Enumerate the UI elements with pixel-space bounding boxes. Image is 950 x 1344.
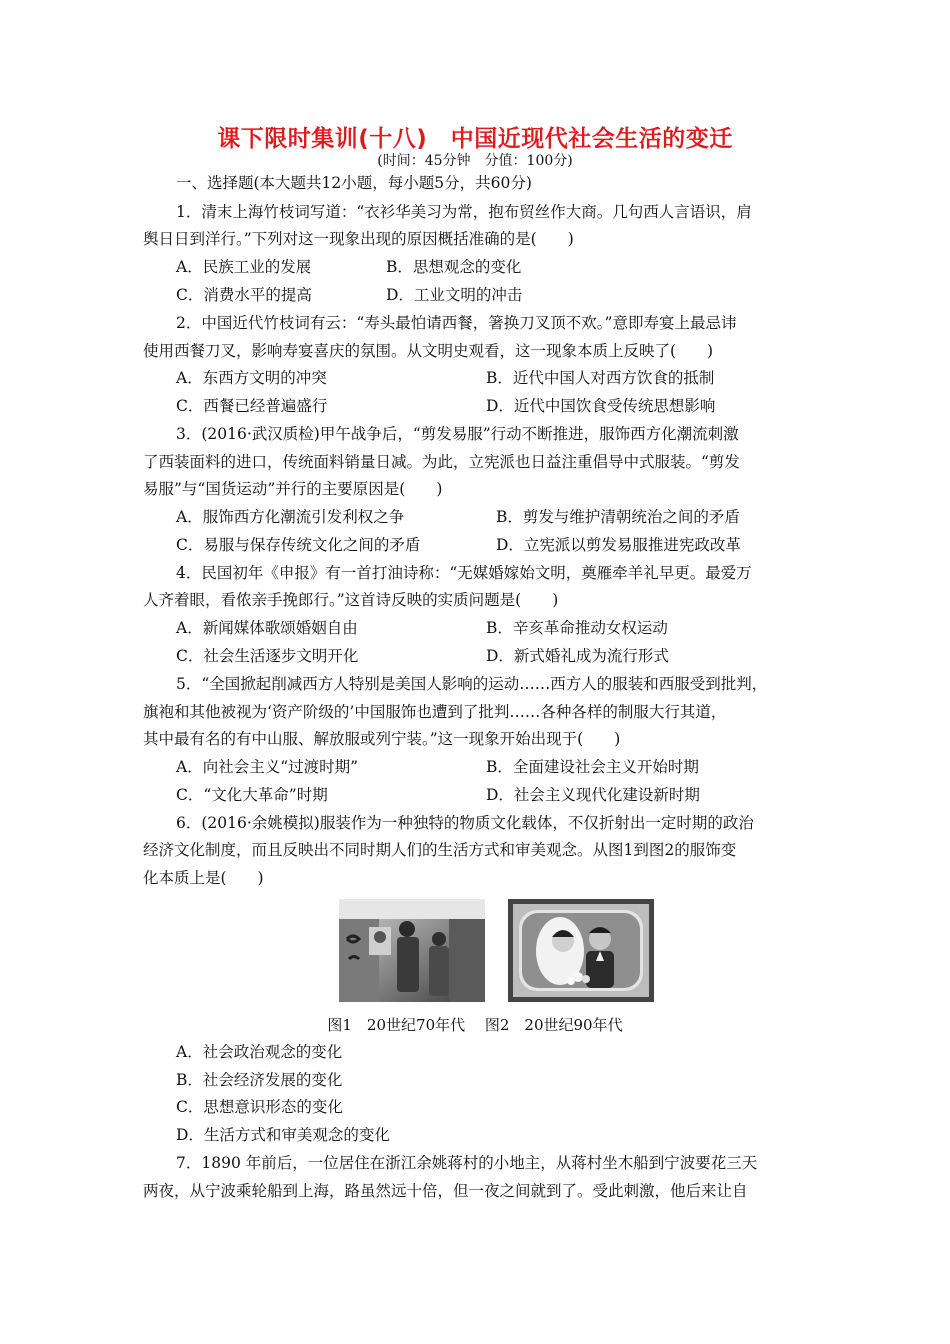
q4-option-b: B．辛亥革命推动女权运动	[486, 619, 668, 637]
q1-line-2: 舆日日到洋行。”下列对这一现象出现的原因概括准确的是( )	[143, 230, 574, 248]
q3-option-c: C．易服与保存传统文化之间的矛盾	[176, 536, 421, 554]
figure-2-photo	[508, 899, 654, 1002]
q3-line-2: 了西装面料的进口，传统面料销量日减。为此，立宪派也日益注重倡导中式服装。“剪发	[143, 453, 740, 471]
figure-1-photo	[339, 899, 485, 1002]
figure-1-illustration	[339, 899, 485, 1002]
section-heading: 一、选择题(本大题共12小题，每小题5分，共60分)	[176, 174, 532, 192]
q5-line-3: 其中最有名的有中山服、解放服或列宁装。”这一现象开始出现于( )	[143, 730, 621, 748]
q4-line-2: 人齐着眼，看侬亲手挽郎行。”这首诗反映的实质问题是( )	[143, 591, 559, 609]
q2-option-c: C．西餐已经普遍盛行	[176, 397, 328, 415]
q6-line-2: 经济文化制度，而且反映出不同时期人们的生活方式和审美观念。从图1到图2的服饰变	[143, 841, 737, 859]
q2-option-a: A．东西方文明的冲突	[176, 369, 327, 387]
q2-line-1: 2．中国近代竹枝词有云：“寿头最怕请西餐，箸换刀叉顶不欢。”意即寿宴上最忌讳	[176, 314, 737, 332]
q6-option-b: B．社会经济发展的变化	[176, 1071, 343, 1089]
q1-line-1: 1．清末上海竹枝词写道：“衣衫华美习为常，抱布贸丝作大商。几句西人言语识，肩	[176, 203, 752, 221]
q5-option-c: C．“文化大革命”时期	[176, 786, 328, 804]
q4-option-d: D．新式婚礼成为流行形式	[486, 647, 669, 665]
q6-option-c: C．思想意识形态的变化	[176, 1098, 343, 1116]
q4-option-c: C．社会生活逐步文明开化	[176, 647, 359, 665]
q5-line-2: 旗袍和其他被视为‘资产阶级的’中国服饰也遭到了批判……各种各样的制服大行其道，	[143, 703, 727, 721]
q1-option-c: C．消费水平的提高	[176, 286, 312, 304]
page-subtitle: (时间：45分钟 分值：100分)	[377, 153, 573, 169]
q4-line-1: 4．民国初年《申报》有一首打油诗称：“无媒婚嫁始文明，奠雁牵羊礼早更。最爱万	[176, 564, 752, 582]
q5-line-1: 5．“全国掀起削减西方人特别是美国人影响的运动……西方人的服装和西服受到批判，	[176, 675, 768, 693]
q2-line-2: 使用西餐刀叉，影响寿宴喜庆的氛围。从文明史观看，这一现象本质上反映了( )	[143, 342, 714, 360]
q7-line-1: 7．1890 年前后，一位居住在浙江余姚蒋村的小地主，从蒋村坐木船到宁波要花三天	[176, 1154, 758, 1172]
page-title: 课下限时集训(十八) 中国近现代社会生活的变迁	[217, 126, 733, 152]
q5-option-a: A．向社会主义“过渡时期”	[176, 758, 359, 776]
q6-option-d: D．生活方式和审美观念的变化	[176, 1126, 390, 1144]
q6-line-1: 6．(2016·余姚模拟)服装作为一种独特的物质文化载体，不仅折射出一定时期的政治	[176, 814, 754, 832]
q3-option-b: B．剪发与维护清朝统治之间的矛盾	[496, 508, 740, 526]
q6-option-a: A．社会政治观念的变化	[176, 1043, 343, 1061]
q3-line-1: 3．(2016·武汉质检)甲午战争后，“剪发易服”行动不断推进，服饰西方化潮流刺激	[176, 425, 739, 443]
q3-option-d: D．立宪派以剪发易服推进宪政改革	[496, 536, 741, 554]
q7-line-2: 两夜，从宁波乘轮船到上海，路虽然远十倍，但一夜之间就到了。受此刺激，他后来让自	[143, 1182, 748, 1200]
q2-option-d: D．近代中国饮食受传统思想影响	[486, 397, 716, 415]
q1-option-b: B．思想观念的变化	[386, 258, 522, 276]
figure-2-illustration	[508, 899, 654, 1002]
q5-option-d: D．社会主义现代化建设新时期	[486, 786, 700, 804]
q1-option-a: A．民族工业的发展	[176, 258, 312, 276]
figure-caption: 图1 20世纪70年代 图2 20世纪90年代	[327, 1016, 623, 1034]
q2-option-b: B．近代中国人对西方饮食的抵制	[486, 369, 715, 387]
q4-option-a: A．新闻媒体歌颂婚姻自由	[176, 619, 358, 637]
q1-option-d: D．工业文明的冲击	[386, 286, 523, 304]
q3-option-a: A．服饰西方化潮流引发利权之争	[176, 508, 405, 526]
q3-line-3: 易服”与“国货运动”并行的主要原因是( )	[143, 480, 443, 498]
q6-line-3: 化本质上是( )	[143, 869, 264, 887]
q5-option-b: B．全面建设社会主义开始时期	[486, 758, 699, 776]
